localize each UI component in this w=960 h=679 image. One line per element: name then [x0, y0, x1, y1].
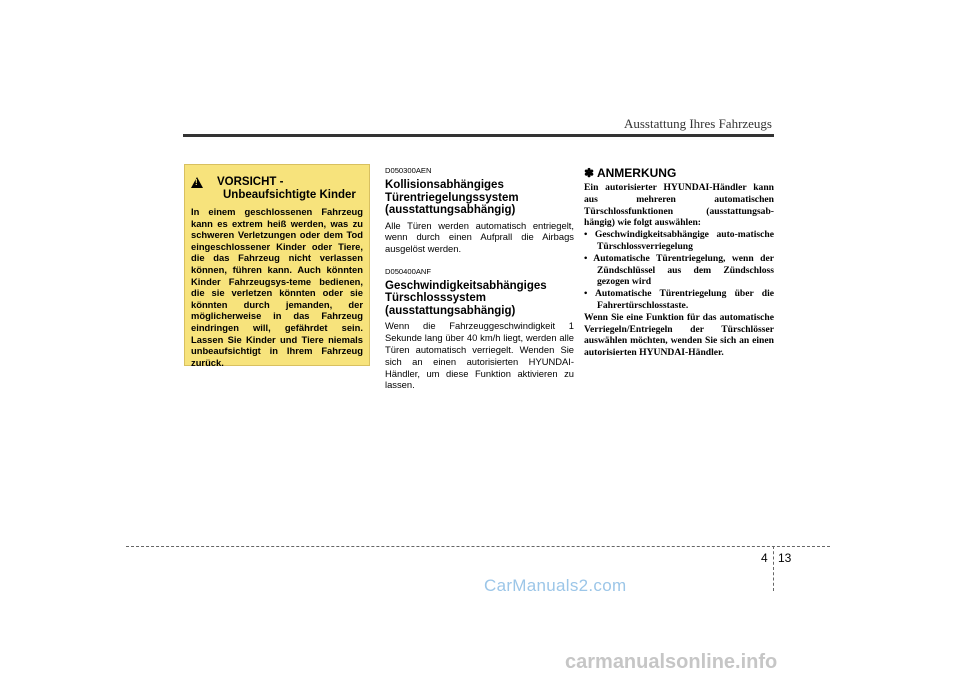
section-code: D050400ANF [385, 266, 432, 276]
section-code: D050300AEN [385, 166, 432, 175]
middle-column [385, 166, 574, 391]
caution-box [184, 164, 370, 366]
note-outro: Wenn Sie eine Funktion für das automatische Verriegeln/Entriegeln der Türschlösser auswählen möchten, wenden Sie sich an einen autorisierten HYUNDAI-Händler. [584, 311, 774, 359]
footer-divider [773, 546, 774, 591]
caution-subtitle: Unbeaufsichtigte Kinder [223, 189, 356, 201]
page-chapter-number: 4 [761, 551, 768, 565]
section-body: Wenn die Fahrzeuggeschwindigkeit 1 Sekunde lang über 40 km/h liegt, werden alle Türen automatisch verriegelt. Wenden Sie sich an einen autorisierten HYUNDAI-Händler, um diese Funktion aktivieren zu lassen. [385, 320, 574, 391]
page-number: 13 [778, 551, 792, 565]
header-rule [183, 134, 774, 137]
section-body: Alle Türen werden automatisch entriegelt, wenn durch einen Aufprall die Airbags ausgelöst werden. [385, 219, 574, 255]
warning-triangle-icon [191, 177, 203, 188]
note-intro: Ein autorisierter HYUNDAI-Händler kann aus mehreren automatischen Türschlossfunktionen (ausstattungsab-hängig) wie folgt auswählen: [584, 182, 774, 229]
caution-heading [191, 176, 363, 202]
note-bullet: • Geschwindigkeitsabhängige auto-matische Türschlossverriegelung [584, 229, 774, 252]
caution-title: VORSICHT - [217, 176, 284, 188]
note-bullet: • Automatische Türentriegelung über die Fahrertürschlosstaste. [584, 288, 774, 311]
page-header-title: Ausstattung Ihres Fahrzeugs [623, 116, 772, 131]
note-column [584, 166, 774, 359]
section-title: Kollisionsabhängiges Türentriegelungssystem (ausstattungsabhängig) [385, 179, 519, 216]
caution-body: In einem geschlossenen Fahrzeug kann es extrem heiß werden, was zu schweren Verletzungen oder dem Tod eingeschlossener Kinder oder Tiere, die das Fahrzeug nicht verlassen können, führen kann. Auch könnten Kinder Fahrzeugsys-teme bedienen, die sie verletzen könnten oder sie könnten durch jemanden, der möglicherweise in das Fahrzeug eindringen will, gefährdet sein. Lassen Sie Kinder und Tiere niemals unbeaufsichtigt in Ihrem Fahrzeug zurück. [191, 206, 363, 368]
watermark-carmanualsonline: carmanualsonline.info [565, 651, 778, 673]
watermark-carmanuals2: CarManuals2.com [484, 576, 627, 595]
note-bullet: • Automatische Türentriegelung, wenn der Zündschlüssel aus dem Zündschloss gezogen wird [584, 252, 774, 288]
section-title: Geschwindigkeitsabhängiges Türschlosssystem (ausstattungsabhängig) [385, 279, 547, 317]
footer-rule [126, 546, 830, 547]
note-title: ✽ ANMERKUNG [584, 166, 677, 180]
